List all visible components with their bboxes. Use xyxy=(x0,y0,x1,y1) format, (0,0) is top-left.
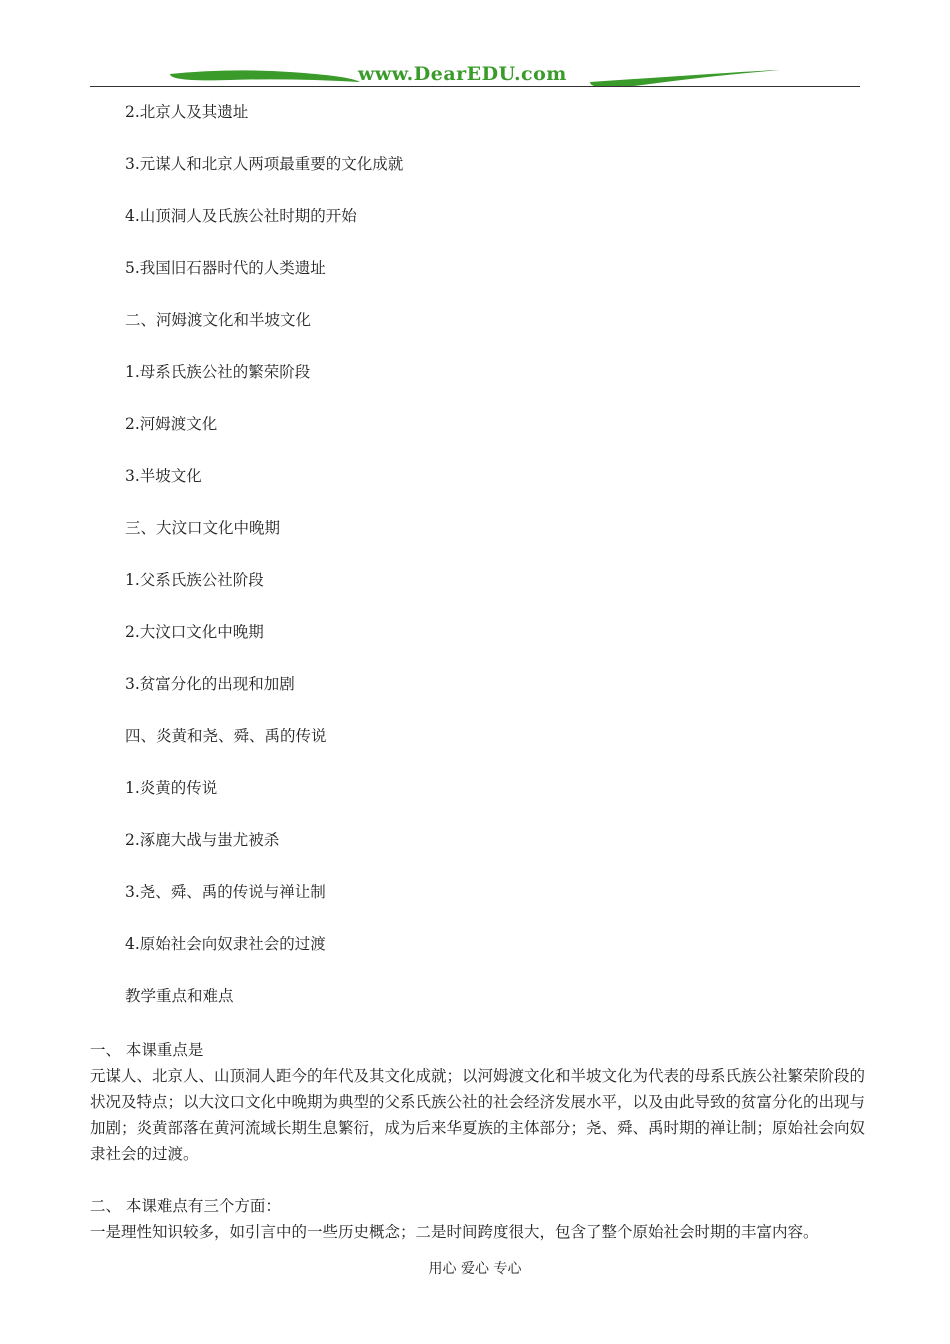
outline-item: 2.河姆渡文化 xyxy=(125,415,218,433)
outline-item: 1.父系氏族公社阶段 xyxy=(125,571,264,589)
outline-item: 1.母系氏族公社的繁荣阶段 xyxy=(125,363,311,381)
outline-item: 3.尧、舜、禹的传说与禅让制 xyxy=(125,883,326,901)
key-points-body: 元谋人、北京人、山顶洞人距今的年代及其文化成就；以河姆渡文化和半坡文化为代表的母系氏族公社繁荣阶段的状况及特点；以大汶口文化中晚期为典型的父系氏族公社的社会经济发展水平，以及由此导致的贫富分化的出现与加剧；炎黄部落在黄河流域长期生息繁衍，成为后来华夏族的主体部分；尧、舜、禹时期的禅让制；原始社会向奴隶社会的过渡。 xyxy=(90,1067,866,1163)
outline-item: 2.大汶口文化中晚期 xyxy=(125,623,264,641)
key-points-heading: 一、 本课重点是 xyxy=(90,1041,204,1059)
outline-item: 3.半坡文化 xyxy=(125,467,202,485)
green-swoosh-left-icon xyxy=(170,66,360,86)
page-header xyxy=(90,60,860,90)
outline-item: 4.山顶洞人及氏族公社时期的开始 xyxy=(125,207,357,225)
outline-item: 1.炎黄的传说 xyxy=(125,779,218,797)
difficulties-heading: 二、 本课难点有三个方面： xyxy=(90,1197,281,1215)
outline-item: 教学重点和难点 xyxy=(125,987,234,1005)
header-rule xyxy=(90,86,860,87)
outline-item: 三、大汶口文化中晚期 xyxy=(125,519,281,537)
key-points-section xyxy=(90,1037,865,1167)
page-footer: 用心 爱心 专心 xyxy=(428,1261,522,1277)
lesson-outline xyxy=(125,98,403,1034)
difficulties-body: 一是理性知识较多，如引言中的一些历史概念；二是时间跨度很大，包含了整个原始社会时期的丰富内容。 xyxy=(90,1223,819,1241)
outline-item: 3.贫富分化的出现和加剧 xyxy=(125,675,295,693)
outline-item: 2.北京人及其遗址 xyxy=(125,103,249,121)
outline-item: 3.元谋人和北京人两项最重要的文化成就 xyxy=(125,155,404,173)
outline-item: 2.涿鹿大战与蚩尤被杀 xyxy=(125,831,280,849)
site-logo-text: www.DearEDU.com xyxy=(358,63,567,85)
outline-item: 4.原始社会向奴隶社会的过渡 xyxy=(125,935,326,953)
green-swoosh-right-icon xyxy=(590,66,780,86)
outline-item: 5.我国旧石器时代的人类遗址 xyxy=(125,259,326,277)
difficulties-section xyxy=(90,1193,865,1245)
outline-item: 二、河姆渡文化和半坡文化 xyxy=(125,311,312,329)
outline-item: 四、炎黄和尧、舜、禹的传说 xyxy=(125,727,327,745)
